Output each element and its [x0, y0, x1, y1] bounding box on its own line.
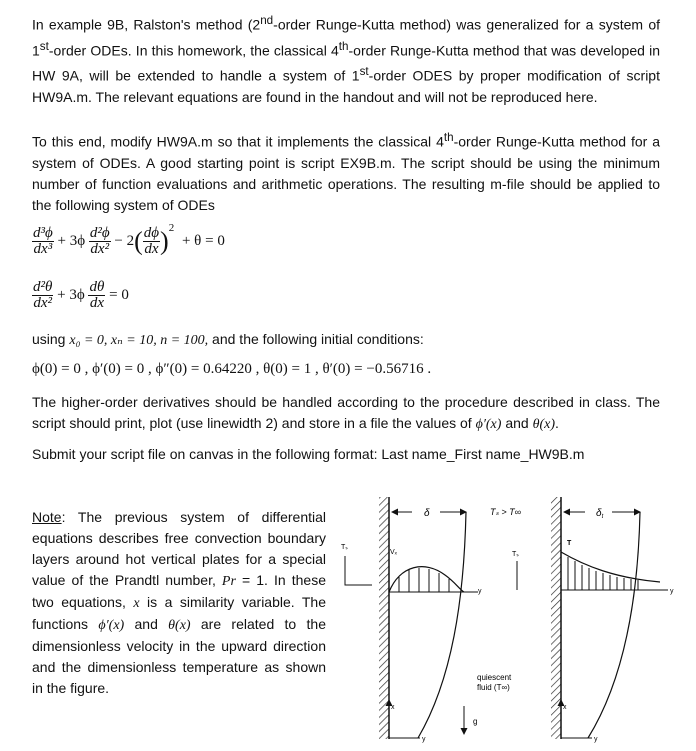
- right-plate-hatch: [551, 497, 561, 739]
- ts-right-label: Tₛ: [512, 551, 519, 558]
- left-plate-hatch: [379, 497, 389, 739]
- velocity-plate: [341, 497, 482, 743]
- delta-t-label: $\delta_t$: [596, 508, 604, 520]
- paragraph-intro: In example 9B, Ralston's method (2nd-order Runge-Kutta method) was generalized for a system of 1st-order ODEs. In this homework, the classical 4th-order Runge-Kutta method that was developed in HW 9A, will be extended to handle a system of 1st-order ODES by proper modification of script HW9A.m. The relevant equations are found in the handout and will not be reproduced here.: [32, 14, 660, 105]
- temperature-plate: [512, 497, 674, 743]
- note-paragraph: Note: The previous system of differential equations describes free convection boundary layers around hot vertical plates for a special value of the Prandtl number, Pr = 1. In these two equations, x is a similarity variable. The functions ϕ′(x) and θ(x) are related to the dimensionless velocity in the upward direction and the dimensionless temperature as shown in the figure.: [32, 509, 327, 696]
- submit-instructions: Submit your script file on canvas in the following format: Last name_First name_HW9B.m: [32, 446, 585, 462]
- right-x-label: x: [563, 704, 567, 711]
- equation-theta: $\frac{\text{d²θ}}{\text{dx²}}$ + 3ϕ $\frac{d\theta}{dx}$ = 0: [33, 279, 129, 311]
- left-bl-edge: [418, 512, 466, 738]
- paragraph-task: To this end, modify HW9A.m so that it implements the classical 4th-order Runge-Kutta method for a system of ODEs. A good starting point is script EX9B.m. The script should be using the minimum number of function evaluations and arithmetic operations. The resulting m-file should be applied to the following system of ODEs: [32, 131, 660, 213]
- eq1-term1: $\frac{\text{d³ϕ}}{\text{dx³}}$: [33, 225, 53, 257]
- eq2-term1: $\frac{\text{d²θ}}{\text{dx²}}$: [33, 279, 53, 311]
- paragraph-output: The higher-order derivatives should be handled according to the procedure described in class. The script should print, plot (use linewidth 2) and store in a file the values of ϕ′(x) and θ(x).: [32, 394, 660, 432]
- t-label: T: [567, 540, 572, 547]
- using-line: using x₀ = 0, xₙ = 10, n = 100, and the following initial conditions:: [32, 331, 424, 348]
- delta-label: δ: [424, 508, 430, 519]
- right-y-label-bottom: y: [594, 736, 598, 743]
- eq2-term2: $\frac{d\theta}{dx}$: [89, 279, 105, 311]
- initial-conditions: ϕ(0) = 0 , ϕ′(0) = 0 , ϕ″(0) = 0.64220 , θ(0) = 1 , θ′(0) = −0.56716 .: [32, 361, 432, 377]
- right-bl-edge: [588, 512, 640, 738]
- gravity-label: g: [473, 717, 478, 726]
- ts-left-label: Tₛ: [341, 544, 348, 551]
- eq1-term2: $\frac{\text{d²ϕ}}{\text{dx²}}$: [89, 225, 110, 257]
- equation-phi: $\frac{\text{d³ϕ}}{\text{dx³}}$ + 3ϕ $\frac{\text{d²ϕ}}{\text{dx²}}$ − 2( $\frac{d\phi}{dx}$ )$^2$ + θ = 0: [33, 221, 225, 257]
- fluid-label: fluid (T∞): [477, 683, 510, 692]
- condition-label: Tₛ > T∞: [490, 507, 522, 517]
- quiescent-label: quiescent: [477, 673, 512, 682]
- velocity-profile: [389, 567, 464, 592]
- vx-label: Vₓ: [390, 549, 397, 556]
- left-x-label: x: [391, 704, 395, 711]
- eq1-term3: $\frac{d\phi}{dx}$: [143, 225, 160, 257]
- ts-left-profile: [345, 556, 372, 585]
- left-y-label: y: [478, 588, 482, 595]
- right-y-label: y: [670, 588, 674, 595]
- velocity-arrows: [399, 568, 449, 592]
- left-y-label-bottom: y: [422, 736, 426, 743]
- temperature-lines: [568, 557, 638, 590]
